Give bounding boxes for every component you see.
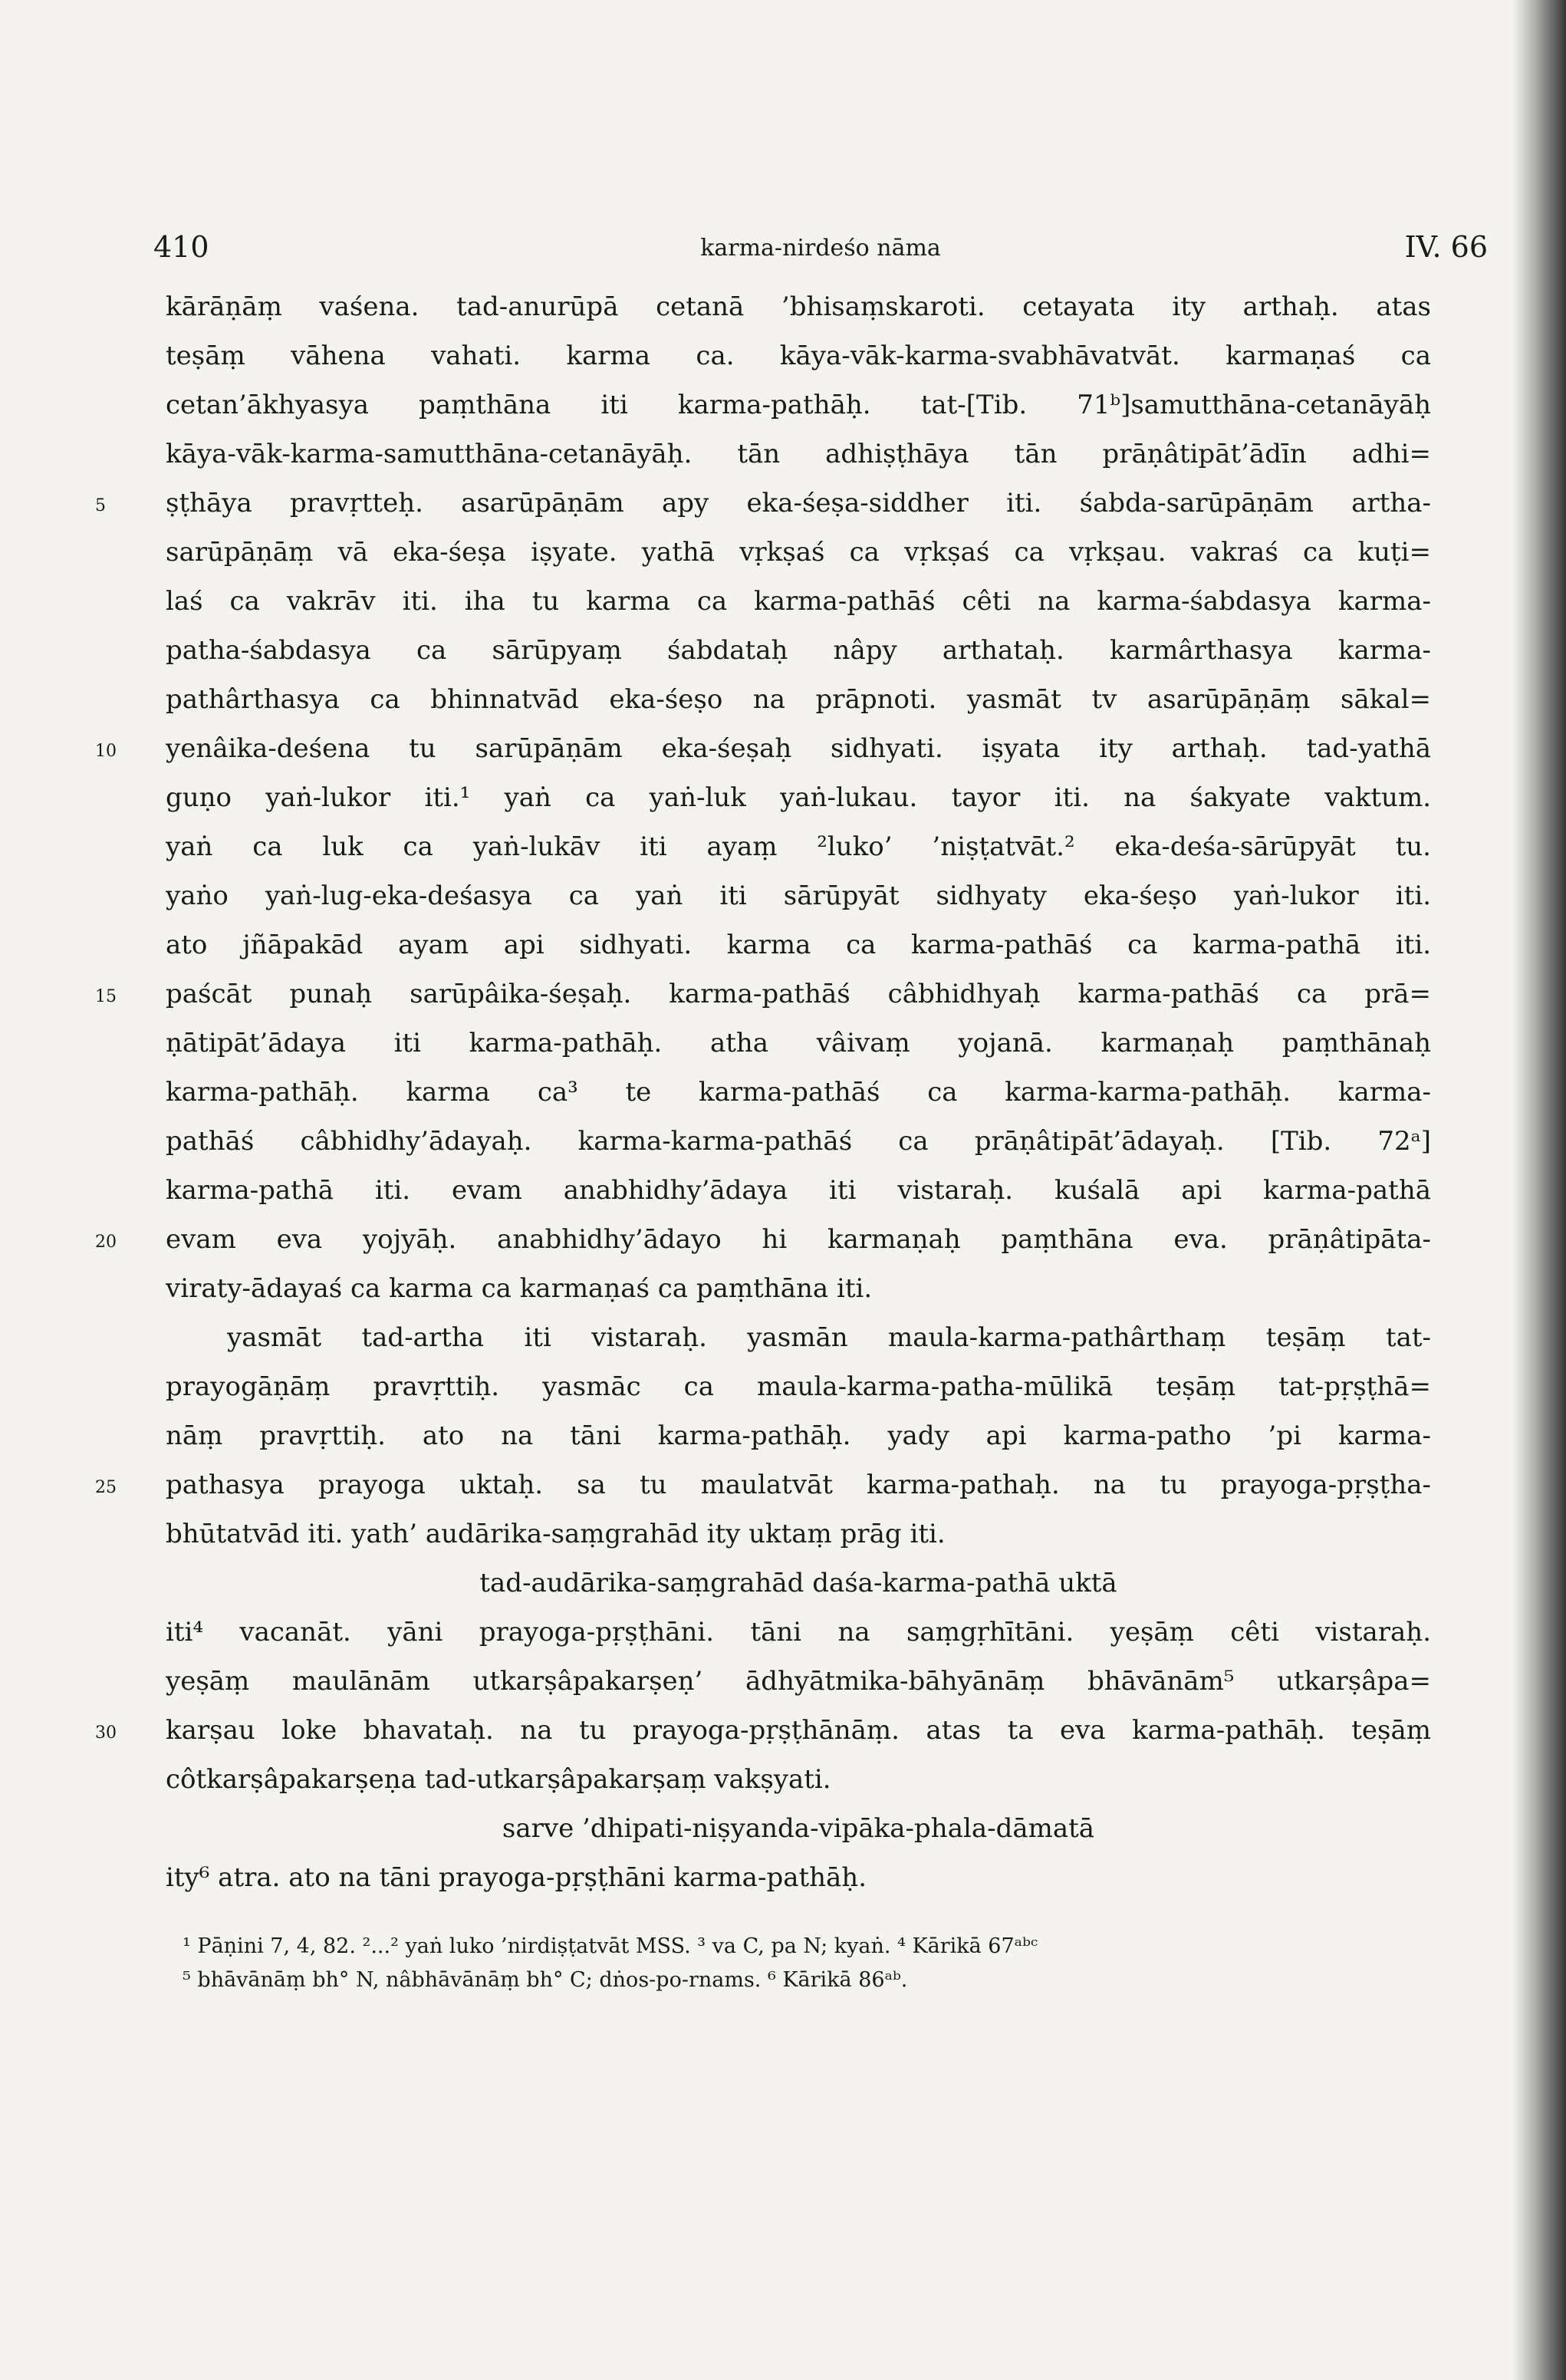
text-line — [166, 822, 1431, 871]
line-text: karma-pathāḥ. karma ca³ te karma-pathāś ca karma-karma-pathāḥ. karma- — [166, 1077, 1431, 1108]
line-text: prayogāṇāṃ pravṛttiḥ. yasmāc ca maula-karma-patha-mūlikā teṣāṃ tat-pṛṣṭhā= — [166, 1371, 1431, 1402]
text-line — [166, 1313, 1431, 1362]
text-line — [166, 871, 1431, 920]
line-text: evam eva yojyāḥ. anabhidhy’ādayo hi karmaṇaḥ paṃthāna eva. prāṇâtipāta- — [166, 1224, 1431, 1255]
text-line — [166, 380, 1431, 430]
text-line — [166, 1166, 1431, 1215]
line-number: 20 — [95, 1233, 117, 1252]
line-text: bhūtatvād iti. yath’ audārika-saṃgrahād ity uktaṃ prāg iti. — [166, 1519, 946, 1549]
main-text — [95, 282, 1431, 1902]
line-number: 15 — [95, 987, 117, 1006]
text-line — [166, 430, 1431, 479]
text-line — [166, 1853, 1431, 1902]
line-number: 25 — [95, 1478, 117, 1497]
text-line — [166, 577, 1431, 626]
line-text: patha-śabdasya ca sārūpyaṃ śabdataḥ nâpy arthataḥ. karmârthasya karma- — [166, 635, 1431, 666]
text-line — [166, 331, 1431, 380]
line-text: tad-audārika-saṃgrahād daśa-karma-pathā uktā — [479, 1568, 1117, 1598]
page-binding-shadow — [1512, 0, 1566, 2380]
line-text: karṣau loke bhavataḥ. na tu prayoga-pṛṣṭhānāṃ. atas ta eva karma-pathāḥ. teṣāṃ — [166, 1715, 1431, 1746]
text-line — [166, 675, 1431, 724]
text-line — [166, 773, 1431, 822]
text-line — [166, 1509, 1431, 1559]
text-line — [166, 920, 1431, 969]
line-number: 5 — [95, 496, 106, 515]
page-header — [153, 230, 1488, 276]
footnote-line: ¹ Pāṇini 7, 4, 82. ²...² yaṅ luko ’nirdiṣṭatvāt MSS. ³ va C, pa N; kyaṅ. ⁴ Kārikā 67ᵃᵇᶜ — [183, 1934, 1038, 1958]
line-text: côtkarṣâpakarṣeṇa tad-utkarṣâpakarṣaṃ vakṣyati. — [166, 1764, 831, 1795]
line-text: ity⁶ atra. ato na tāni prayoga-pṛṣṭhāni karma-pathāḥ. — [166, 1862, 867, 1893]
text-line — [166, 1559, 1431, 1608]
line-text: teṣāṃ vāhena vahati. karma ca. kāya-vāk-karma-svabhāvatvāt. karmaṇaś ca — [166, 341, 1431, 371]
line-text: cetan’ākhyasya paṃthāna iti karma-pathāḥ. tat-[Tib. 71ᵇ]samutthāna-cetanāyāḥ — [166, 390, 1431, 420]
line-text: nāṃ pravṛttiḥ. ato na tāni karma-pathāḥ. yady api karma-patho ’pi karma- — [166, 1420, 1431, 1451]
line-text: yasmāt tad-artha iti vistaraḥ. yasmān maula-karma-pathârthaṃ teṣāṃ tat- — [227, 1322, 1431, 1353]
line-text: pathasya prayoga uktaḥ. sa tu maulatvāt karma-pathaḥ. na tu prayoga-pṛṣṭha- — [166, 1470, 1431, 1500]
line-text: pathāś câbhidhy’ādayaḥ. karma-karma-pathāś ca prāṇâtipāt’ādayaḥ. [Tib. 72ᵃ] — [166, 1126, 1431, 1157]
line-text: yaṅo yaṅ-lug-eka-deśasya ca yaṅ iti sārūpyāt sidhyaty eka-śeṣo yaṅ-lukor iti. — [166, 881, 1431, 911]
line-text: yaṅ ca luk ca yaṅ-lukāv iti ayaṃ ²luko’ ’niṣṭatvāt.² eka-deśa-sārūpyāt tu. — [166, 831, 1431, 862]
text-line — [95, 1215, 1431, 1264]
footnotes — [183, 1930, 1038, 1997]
line-number: 10 — [95, 742, 117, 761]
line-text: sarūpāṇāṃ vā eka-śeṣa iṣyate. yathā vṛkṣaś ca vṛkṣaś ca vṛkṣau. vakraś ca kuṭi= — [166, 537, 1431, 568]
line-text: karma-pathā iti. evam anabhidhy’ādaya iti vistaraḥ. kuśalā api karma-pathā — [166, 1175, 1431, 1206]
text-line — [166, 1117, 1431, 1166]
line-text: viraty-ādayaś ca karma ca karmaṇaś ca paṃthāna iti. — [166, 1273, 873, 1304]
text-line — [166, 1657, 1431, 1706]
line-text: iti⁴ vacanāt. yāni prayoga-pṛṣṭhāni. tāni na saṃgṛhītāni. yeṣāṃ cêti vistaraḥ. — [166, 1617, 1431, 1648]
running-title: karma-nirdeśo nāma — [700, 235, 941, 262]
line-text: kārāṇāṃ vaśena. tad-anurūpā cetanā ’bhisaṃskaroti. cetayata ity arthaḥ. atas — [166, 291, 1431, 322]
text-line — [166, 1019, 1431, 1068]
text-line — [95, 969, 1431, 1019]
text-line — [95, 479, 1431, 528]
line-text: ṣṭhāya pravṛtteḥ. asarūpāṇām apy eka-śeṣa-siddher iti. śabda-sarūpāṇām artha- — [166, 488, 1431, 518]
text-line — [166, 626, 1431, 675]
section-reference: IV. 66 — [1404, 230, 1488, 264]
text-line — [166, 282, 1431, 331]
line-text: guṇo yaṅ-lukor iti.¹ yaṅ ca yaṅ-luk yaṅ-lukau. tayor iti. na śakyate vaktum. — [166, 782, 1431, 813]
line-text: kāya-vāk-karma-samutthāna-cetanāyāḥ. tān adhiṣṭhāya tān prāṇâtipāt’ādīn adhi= — [166, 439, 1431, 469]
text-line — [95, 1706, 1431, 1755]
text-line — [166, 1411, 1431, 1460]
line-text: ṇātipāt’ādaya iti karma-pathāḥ. atha vâivaṃ yojanā. karmaṇaḥ paṃthānaḥ — [166, 1028, 1431, 1058]
line-text: sarve ’dhipati-niṣyanda-vipāka-phala-dāmatā — [502, 1813, 1095, 1844]
text-line — [95, 1460, 1431, 1509]
text-line — [166, 1755, 1431, 1804]
footnote-line: ⁵ bhāvānāṃ bh° N, nâbhāvānāṃ bh° C; dṅos-po-rnams. ⁶ Kārikā 86ᵃᵇ. — [183, 1968, 908, 1992]
line-number: 30 — [95, 1723, 117, 1743]
text-line — [166, 528, 1431, 577]
line-text: laś ca vakrāv iti. iha tu karma ca karma-pathāś cêti na karma-śabdasya karma- — [166, 586, 1431, 617]
line-text: paścāt punaḥ sarūpâika-śeṣaḥ. karma-pathāś câbhidhyaḥ karma-pathāś ca prā= — [166, 979, 1431, 1009]
text-line — [166, 1804, 1431, 1853]
line-text: ato jñāpakād ayam api sidhyati. karma ca karma-pathāś ca karma-pathā iti. — [166, 930, 1431, 960]
text-line — [166, 1608, 1431, 1657]
page-number: 410 — [153, 230, 209, 264]
text-line — [95, 724, 1431, 773]
line-text: pathârthasya ca bhinnatvād eka-śeṣo na prāpnoti. yasmāt tv asarūpāṇāṃ sākal= — [166, 684, 1431, 715]
text-line — [166, 1264, 1431, 1313]
line-text: yenâika-deśena tu sarūpāṇām eka-śeṣaḥ sidhyati. iṣyata ity arthaḥ. tad-yathā — [166, 733, 1431, 764]
text-line — [166, 1362, 1431, 1411]
line-text: yeṣāṃ maulānām utkarṣâpakarṣeṇ’ ādhyātmika-bāhyānāṃ bhāvānām⁵ utkarṣâpa= — [166, 1666, 1431, 1697]
text-line — [166, 1068, 1431, 1117]
